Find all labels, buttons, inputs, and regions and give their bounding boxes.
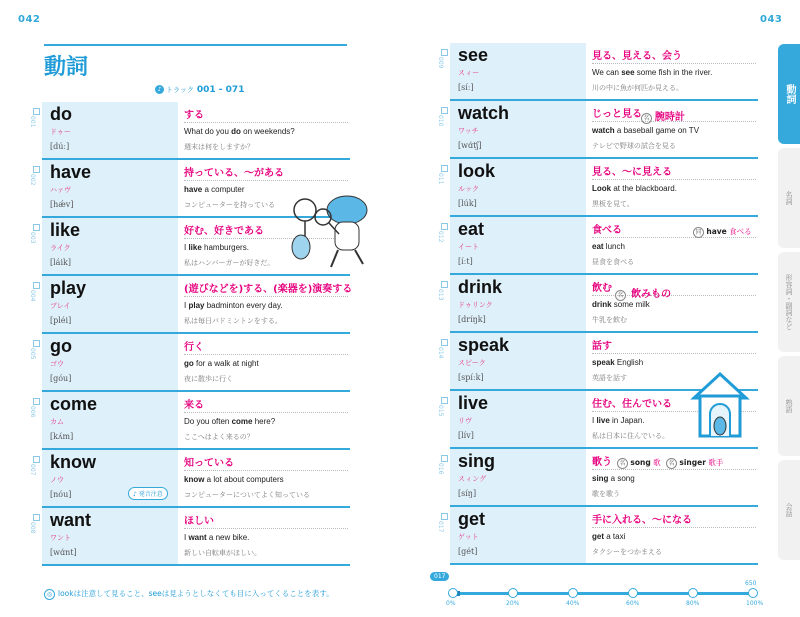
entry-translation: テレビで野球の試合を見る	[592, 142, 676, 150]
checkbox-icon[interactable]	[441, 281, 448, 288]
checkbox-icon[interactable]	[33, 224, 40, 231]
roof-icon	[694, 374, 746, 398]
entry-meaning: (遊びなどを)する、(楽器を)演奏する	[184, 284, 353, 295]
entry-word-panel	[42, 160, 178, 216]
entry-example	[184, 301, 283, 310]
entry-ipa: [láik]	[50, 258, 71, 267]
entry-index: 006	[29, 406, 36, 418]
entry-translation: 私は日本に住んでいる。	[592, 432, 669, 440]
entry-word: speak	[458, 335, 510, 355]
entry-word: see	[458, 45, 489, 65]
example-keyword: come	[231, 417, 253, 426]
checkbox-icon[interactable]	[33, 514, 40, 521]
entry-word: have	[50, 162, 92, 182]
entry-bottom-rule	[450, 563, 758, 565]
entry-word: know	[50, 452, 97, 472]
entry-translation: 昼食を食べる	[592, 258, 634, 266]
entry-ipa: [wɑ́nt]	[50, 548, 77, 557]
entry-example	[592, 300, 650, 309]
entry-word-panel	[42, 276, 178, 332]
checkbox-icon[interactable]	[441, 165, 448, 172]
example-post: a baseball game on TV	[614, 126, 700, 135]
entry-word-panel	[42, 102, 178, 158]
entry-word-panel	[450, 333, 586, 389]
progress-current: 017	[430, 572, 449, 581]
example-keyword: drink	[592, 300, 612, 309]
entry-kana: ゴウ	[50, 360, 64, 368]
entry-word-panel	[450, 101, 586, 157]
entry-meaning: じっと見る	[592, 109, 642, 120]
entry-word: sing	[458, 451, 496, 471]
extra-drink	[615, 282, 671, 301]
example-keyword: have	[184, 185, 203, 194]
example-post: some fish in the river.	[634, 68, 713, 77]
entry-ipa: [wɑ́tʃ]	[458, 141, 482, 150]
entry-divider	[592, 469, 756, 470]
entry-kana: スィー	[458, 69, 480, 77]
entry-translation: コンピューターを持っている	[184, 201, 275, 209]
entry-meaning: 住む、住んでいる	[592, 399, 672, 410]
progress-total: 650	[745, 580, 757, 587]
entry-divider	[592, 353, 756, 354]
example-pre: I	[184, 243, 189, 252]
progress-marker	[448, 588, 458, 598]
progress-label: 60%	[626, 600, 640, 607]
entry-index: 008	[29, 522, 36, 534]
entry-word-panel	[450, 159, 586, 215]
example-keyword: watch	[592, 126, 615, 135]
example-pre: Do you often	[184, 417, 232, 426]
extra-drink-text: 飲みもの	[631, 289, 672, 300]
progress-marker	[628, 588, 638, 598]
checkbox-icon[interactable]	[33, 340, 40, 347]
player-right-leg2	[355, 250, 363, 264]
example-pre: What do you	[184, 127, 232, 136]
entry-index: 004	[29, 290, 36, 302]
tab-nouns[interactable]: 名詞	[778, 148, 800, 248]
entry-ipa: [dúː]	[50, 142, 70, 151]
example-keyword: get	[592, 532, 604, 541]
entry-detail-panel	[588, 275, 758, 331]
entry-meaning: 手に入れる、～になる	[592, 515, 692, 526]
entry-detail-panel	[180, 102, 350, 158]
entry-index: 013	[437, 289, 444, 301]
entry-index: 001	[29, 116, 36, 128]
entry-kana: ワッチ	[458, 127, 479, 135]
entry-meaning: 来る	[184, 400, 204, 411]
example-post: here?	[252, 417, 276, 426]
entry-meaning: 知っている	[184, 458, 234, 469]
player-right-leg1	[331, 250, 338, 267]
example-post: at the blackboard.	[611, 184, 677, 193]
entry-translation: 私は毎日バドミントンをする。	[184, 317, 282, 325]
example-keyword: eat	[592, 242, 604, 251]
entry-translation: タクシーをつかまえる	[592, 548, 662, 556]
player-left-body	[292, 235, 310, 259]
track-range: 001 - 071	[196, 85, 245, 95]
example-keyword: sing	[592, 474, 609, 483]
example-post: on weekends?	[240, 127, 295, 136]
entry-index: 003	[29, 232, 36, 244]
entry-index: 012	[437, 231, 444, 243]
checkbox-icon[interactable]	[33, 108, 40, 115]
pet-figure	[714, 417, 726, 435]
entry-word: do	[50, 104, 72, 124]
example-pre: I	[184, 533, 189, 542]
entry-word-panel	[450, 275, 586, 331]
entry-ipa: [íːt]	[458, 257, 473, 266]
footnote-text: lookは注意して見ること、seeは見ようとしなくても目に入ってくることを表す。	[58, 589, 334, 598]
entry-ipa: [pléi]	[50, 316, 72, 325]
entry-detail-panel	[180, 450, 350, 506]
entry-kana: ワント	[50, 534, 71, 542]
checkbox-icon[interactable]	[441, 513, 448, 520]
entry-kana: スィング	[458, 475, 487, 483]
entry-translation: 川の中に魚が何匹か見える。	[592, 84, 683, 92]
example-keyword: know	[184, 475, 205, 484]
entry-kana: プレイ	[50, 302, 71, 310]
player-right-body	[335, 222, 359, 250]
entry-ipa: [hǽv]	[50, 200, 74, 209]
checkbox-icon[interactable]	[33, 398, 40, 405]
entry-kana: ゲット	[458, 533, 479, 541]
extra-eat	[693, 226, 752, 238]
racket-right-icon	[315, 209, 331, 225]
entry-divider	[184, 122, 348, 123]
example-pre: We can	[592, 68, 622, 77]
entry-kana: スピーク	[458, 359, 486, 367]
entry-translation: 私はハンバーガーが好きだ。	[184, 259, 275, 267]
example-keyword: see	[621, 68, 635, 77]
entry-translation: 牛乳を飲む	[592, 316, 627, 324]
progress-marker	[748, 588, 758, 598]
entry-example	[184, 475, 284, 484]
entry-example	[184, 417, 275, 426]
entry-word: look	[458, 161, 496, 181]
entry-kana: ライク	[50, 244, 71, 252]
entry-example	[592, 242, 625, 251]
entry-translation: コンピューターについてよく知っている	[184, 491, 310, 499]
entry-detail-panel	[180, 392, 350, 448]
example-post: badminton every day.	[204, 301, 283, 310]
player-right-cap	[327, 196, 367, 224]
example-keyword: speak	[592, 358, 615, 367]
entry-index: 010	[437, 115, 444, 127]
entry-word: come	[50, 394, 98, 414]
entry-detail-panel	[180, 508, 350, 564]
racket-left-icon	[294, 199, 316, 221]
entry-meaning: する	[184, 110, 204, 121]
progress-marker	[568, 588, 578, 598]
extra-watch	[641, 108, 685, 124]
example-post: hamburgers.	[201, 243, 249, 252]
doghouse-illustration	[690, 370, 750, 440]
checkbox-icon[interactable]	[441, 107, 448, 114]
mushroom-badminton-illustration	[283, 192, 383, 282]
example-post: a song	[608, 474, 635, 483]
entry-ipa: [dríŋk]	[458, 315, 486, 324]
pronunciation-note-label: 発音注意	[138, 491, 163, 498]
example-keyword: go	[184, 359, 194, 368]
entry-divider	[592, 179, 756, 180]
entry-translation: 黒板を見て。	[592, 200, 634, 208]
entry-translation: 歌を歌う	[592, 490, 620, 498]
checkbox-icon[interactable]	[441, 223, 448, 230]
entry-word: drink	[458, 277, 503, 297]
progress-label: 40%	[566, 600, 580, 607]
entry-translation: ここへはよく来るの？	[184, 433, 254, 441]
entry-divider	[184, 528, 348, 529]
example-keyword: do	[231, 127, 241, 136]
extra-sing	[617, 457, 723, 469]
progress-tracker	[430, 570, 765, 610]
entry-example	[592, 68, 712, 77]
synonym-badge-icon: 同	[693, 227, 704, 238]
entry-example	[592, 416, 645, 425]
entry-translation: 週末は何をしますか？	[184, 143, 254, 151]
tab-adjectives[interactable]: 形容詞・副詞など	[778, 252, 800, 352]
entry-meaning: 歌う	[592, 457, 612, 468]
entry-meaning: 食べる	[592, 225, 622, 236]
extra-eat-text: 食べる	[729, 227, 752, 236]
right-page-number: 043	[760, 14, 783, 25]
example-keyword: want	[188, 533, 207, 542]
info-icon: ◎	[44, 589, 55, 600]
entry-translation: 夜に散歩に行く	[184, 375, 233, 383]
example-post: for a walk at night	[193, 359, 259, 368]
tab-idioms[interactable]: 熟語	[778, 356, 800, 456]
noun-badge-icon: 名	[641, 113, 652, 124]
entry-divider	[184, 354, 348, 355]
example-keyword: play	[188, 301, 205, 310]
entry-meaning: 見る、～に見える	[592, 167, 672, 178]
checkbox-icon[interactable]	[441, 49, 448, 56]
example-post: in Japan.	[609, 416, 645, 425]
entry-meaning: 飲む	[592, 283, 612, 294]
example-pre: I	[184, 301, 189, 310]
entry-translation: 英語を話す	[592, 374, 627, 382]
left-page-number: 042	[18, 14, 41, 25]
entry-detail-panel	[180, 276, 353, 332]
entry-kana: ドゥリンク	[458, 301, 493, 309]
track-info	[155, 85, 244, 95]
entry-word-panel	[450, 507, 586, 563]
entry-divider	[184, 412, 348, 413]
entry-index: 005	[29, 348, 36, 360]
entry-divider	[184, 180, 348, 181]
entry-meaning: 行く	[184, 342, 204, 353]
noun-badge-icon: 名	[617, 458, 628, 469]
entry-index: 014	[437, 347, 444, 359]
entry-detail-panel	[588, 159, 758, 215]
entry-ipa: [kʌ́m]	[50, 432, 74, 441]
extra-sing-text2: 歌手	[708, 458, 724, 467]
example-post: a new bike.	[206, 533, 250, 542]
checkbox-icon[interactable]	[441, 397, 448, 404]
example-post: a lot about computers	[204, 475, 284, 484]
entry-example	[184, 533, 249, 542]
progress-marker	[508, 588, 518, 598]
entry-word: get	[458, 509, 485, 529]
progress-marker	[688, 588, 698, 598]
section-top-rule	[44, 44, 347, 46]
entry-ipa: [gét]	[458, 547, 478, 556]
extra-watch-text: 腕時計	[654, 112, 685, 123]
example-post: a taxi	[604, 532, 626, 541]
entry-example	[592, 532, 625, 541]
entry-word-panel	[42, 218, 178, 274]
checkbox-icon[interactable]	[33, 456, 40, 463]
entry-word: go	[50, 336, 72, 356]
tab-conversation[interactable]: 会話	[778, 460, 800, 560]
entry-word-panel	[42, 392, 178, 448]
extra-sing-text: 歌	[653, 458, 661, 467]
entry-detail-panel	[180, 334, 350, 390]
progress-label: 0%	[446, 600, 456, 607]
entry-word: eat	[458, 219, 485, 239]
footnote	[44, 588, 334, 600]
entry-meaning: 持っている、～がある	[184, 168, 284, 179]
progress-label: 80%	[686, 600, 700, 607]
entry-meaning: 好む、好きである	[184, 226, 264, 237]
entry-example	[184, 127, 295, 136]
example-post: lunch	[603, 242, 625, 251]
noun-badge-icon: 名	[615, 290, 626, 301]
entry-index: 017	[437, 521, 444, 533]
entry-example	[592, 358, 643, 367]
entry-example	[592, 474, 635, 483]
entry-ipa: [nóu]	[50, 490, 72, 499]
entry-word-panel	[450, 391, 586, 447]
entry-meaning: ほしい	[184, 516, 214, 527]
entry-kana: ドゥー	[50, 128, 71, 136]
entry-word: play	[50, 278, 87, 298]
entry-divider	[184, 296, 348, 297]
extra-sing-word2: singer	[679, 458, 706, 467]
entry-divider	[592, 63, 756, 64]
entry-translation: 新しい自転車がほしい。	[184, 549, 261, 557]
extra-eat-word: have	[706, 227, 727, 236]
entry-kana: イート	[458, 243, 479, 251]
entry-example	[184, 359, 259, 368]
progress-track	[452, 592, 752, 595]
entry-ipa: [síŋ]	[458, 489, 477, 498]
example-post: a computer	[202, 185, 245, 194]
entry-divider	[184, 470, 348, 471]
entry-index: 011	[437, 173, 444, 185]
example-post: English	[614, 358, 644, 367]
entry-ipa: [góu]	[50, 374, 72, 383]
pronunciation-note-badge: ♪ 発音注意	[128, 487, 168, 500]
entry-word-panel	[42, 508, 178, 564]
entry-bottom-rule	[42, 564, 350, 566]
entry-kana: ノウ	[50, 476, 64, 484]
track-label: トラック	[166, 86, 194, 94]
audio-icon: ♪	[155, 85, 164, 94]
example-post: some milk	[611, 300, 650, 309]
entry-kana: ルック	[458, 185, 479, 193]
entry-ipa: [lúk]	[458, 199, 477, 208]
checkbox-icon[interactable]	[441, 339, 448, 346]
entry-kana: カム	[50, 418, 64, 426]
example-keyword: like	[188, 243, 202, 252]
entry-ipa: [lív]	[458, 431, 474, 440]
entry-word-panel	[450, 449, 586, 505]
entry-example	[592, 126, 699, 135]
entry-meaning: 見る、見える、会う	[592, 51, 682, 62]
entry-ipa: [spíːk]	[458, 373, 484, 382]
entry-index: 016	[437, 463, 444, 475]
entry-index: 002	[29, 174, 36, 186]
checkbox-icon[interactable]	[33, 166, 40, 173]
entry-word-panel	[450, 43, 586, 99]
example-keyword: live	[596, 416, 610, 425]
entry-word: want	[50, 510, 92, 530]
noun-badge-icon-2: 名	[666, 458, 677, 469]
entry-kana: ハァヴ	[50, 186, 71, 194]
entry-detail-panel	[588, 43, 758, 99]
entry-index: 009	[437, 57, 444, 69]
entry-ipa: [síː]	[458, 83, 474, 92]
entry-index: 015	[437, 405, 444, 417]
entry-meaning: 話す	[592, 341, 612, 352]
entry-word: live	[458, 393, 489, 413]
example-keyword: Look	[592, 184, 612, 193]
entry-index: 007	[29, 464, 36, 476]
entry-word: watch	[458, 103, 510, 123]
checkbox-icon[interactable]	[441, 455, 448, 462]
entry-example	[184, 243, 249, 252]
tab-verbs[interactable]: 動詞	[778, 44, 800, 144]
entry-divider	[592, 527, 756, 528]
example-pre: I	[592, 416, 597, 425]
entry-word-panel	[42, 334, 178, 390]
entry-example	[184, 185, 244, 194]
entry-kana: リヴ	[458, 417, 472, 425]
entry-example	[592, 184, 677, 193]
entry-detail-panel	[588, 507, 758, 563]
progress-label: 20%	[506, 600, 520, 607]
entry-word-panel	[450, 217, 586, 273]
section-title: 動詞	[44, 55, 89, 80]
extra-sing-word: song	[630, 458, 651, 467]
entry-word: like	[50, 220, 81, 240]
checkbox-icon[interactable]	[33, 282, 40, 289]
progress-label: 100%	[746, 600, 764, 607]
